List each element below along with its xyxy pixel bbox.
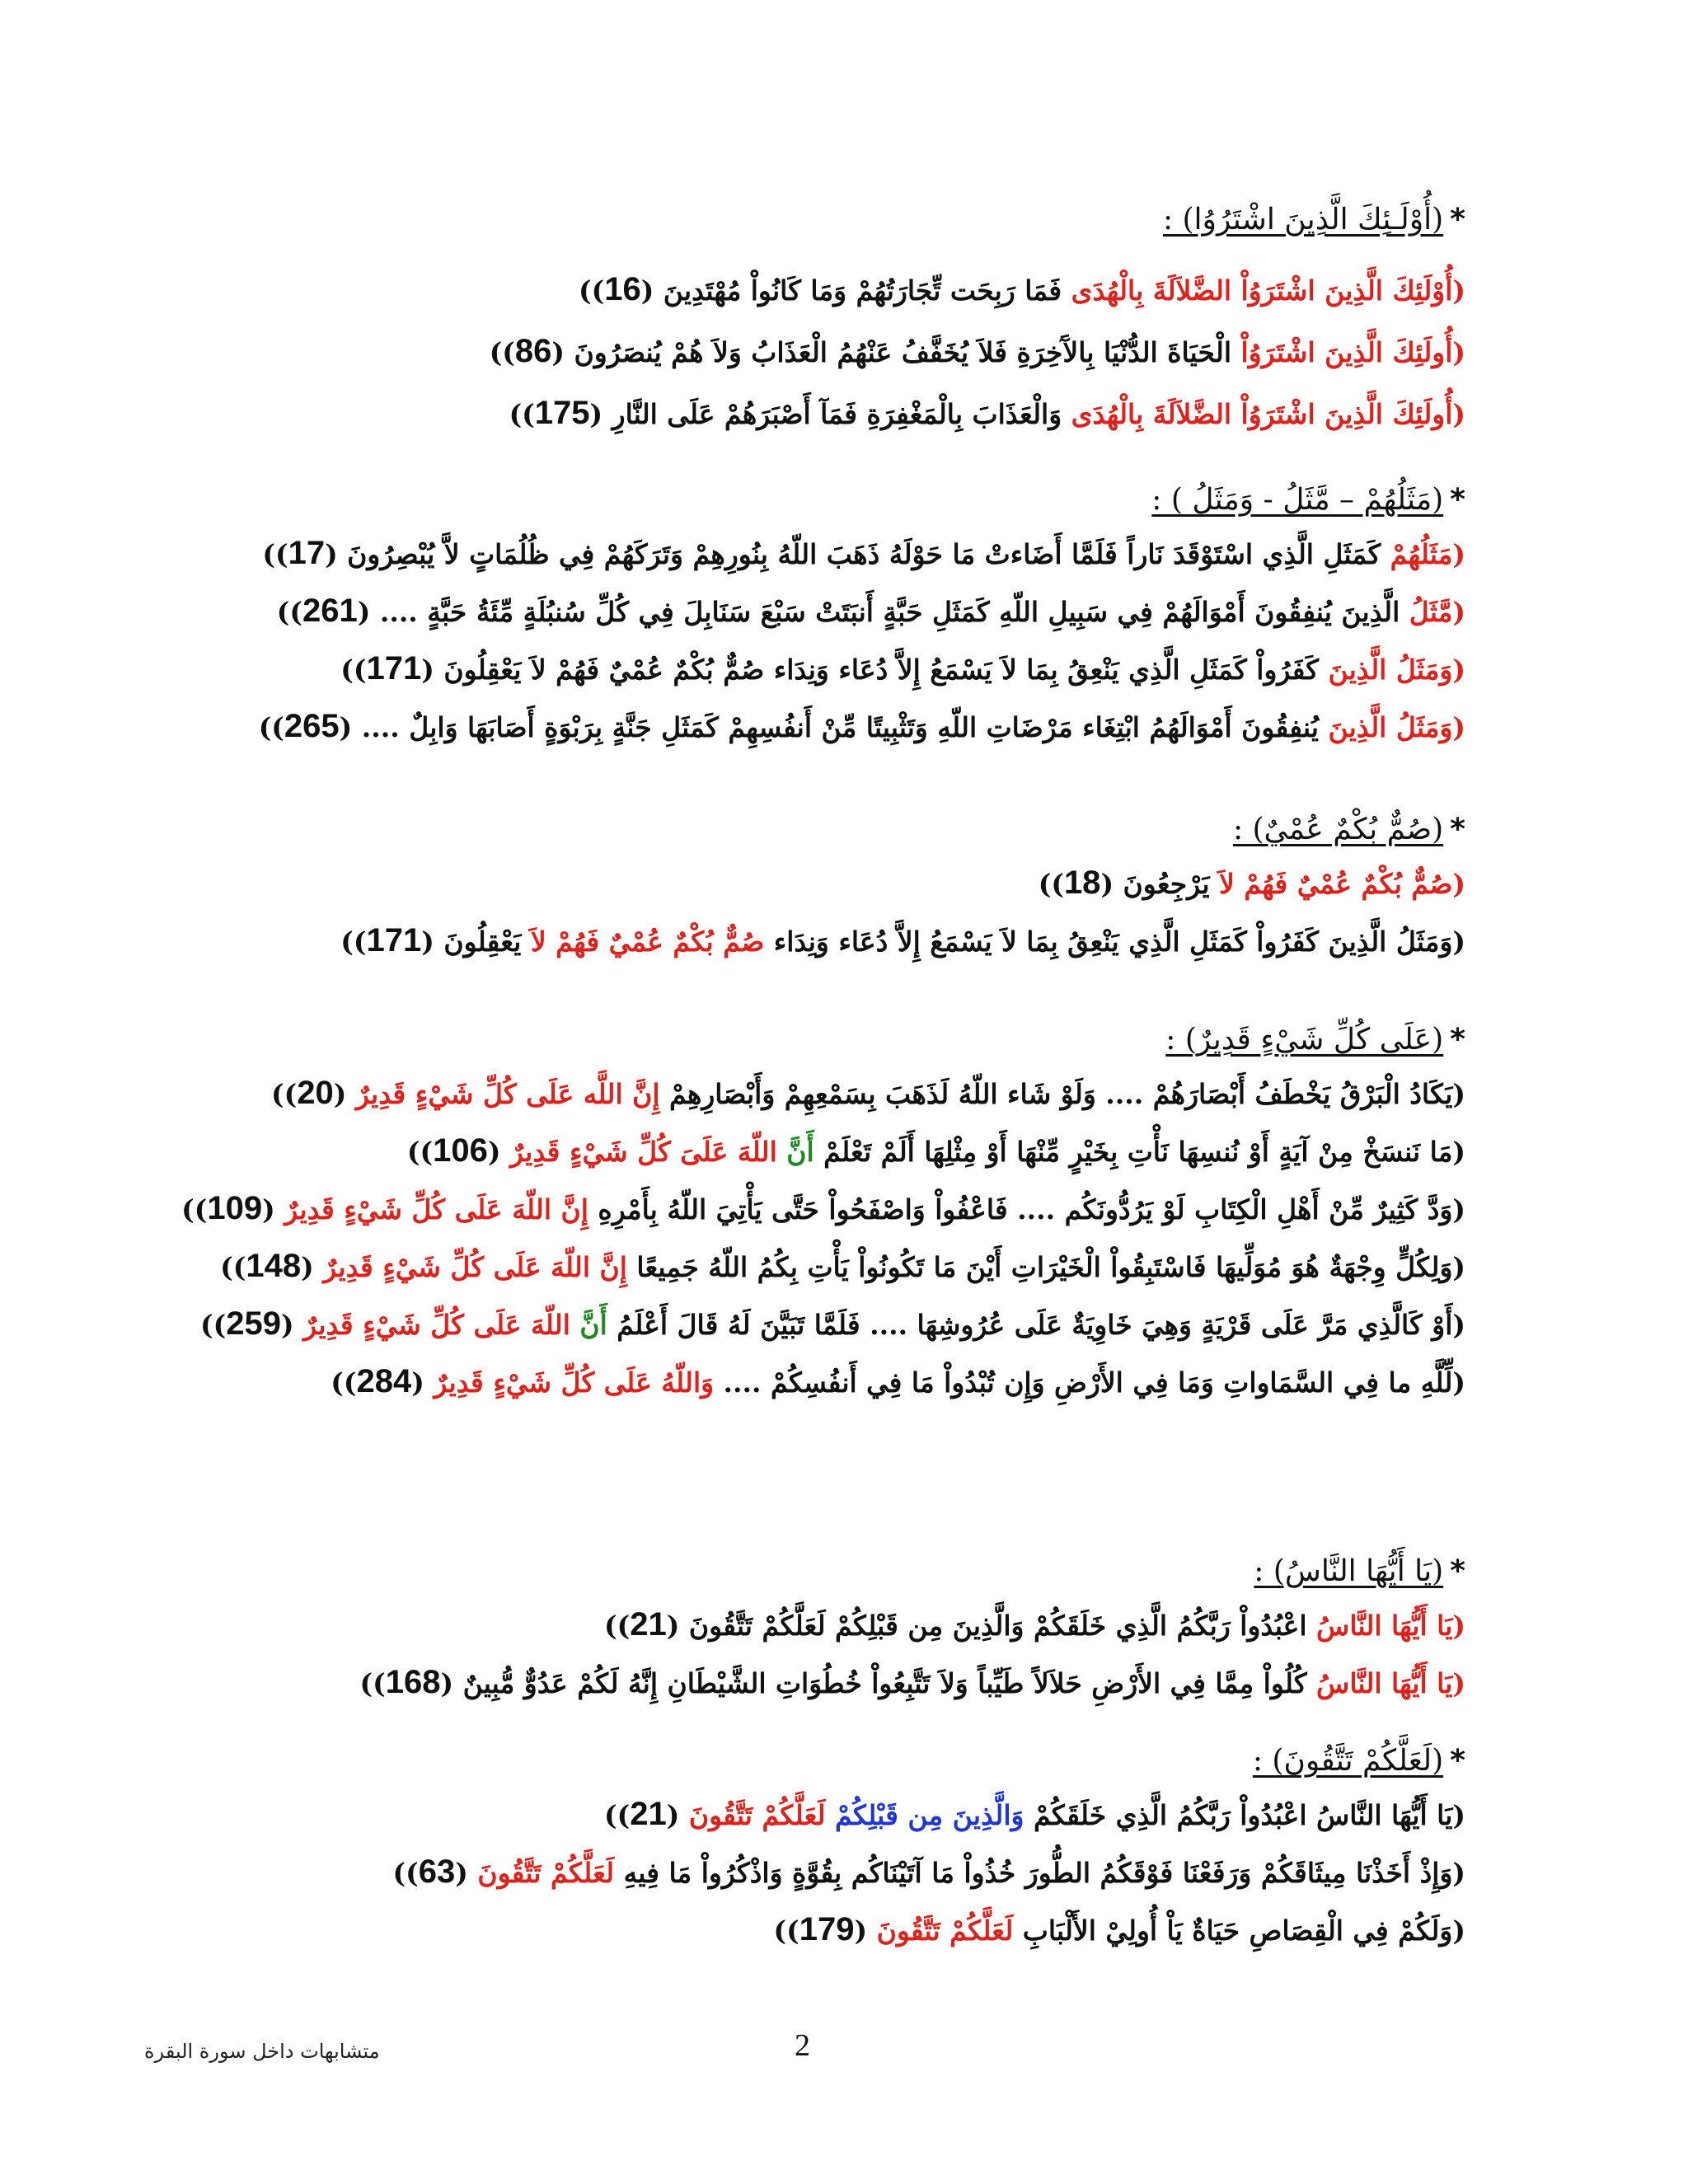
verse-close: )) bbox=[604, 1610, 631, 1642]
verse-segment: اللّهَ عَلَىَ كُلِّ شَيْءٍ قَدِيرٌ bbox=[509, 1136, 787, 1168]
verse-close: )) bbox=[509, 398, 535, 430]
verse-segment: (وَمَثَلُ الَّذِينَ bbox=[1328, 654, 1465, 686]
verse-segment: الَّذِينَ يُنفِقُونَ أَمْوَالَهُمْ فِي سَبِيلِ اللّهِ كَمَثَلِ حَبَّةٍ أَنبَتَتْ سَبْعَ سَنَابِلَ فِي كُلِّ سُنبُلَةٍ مِّئَةُ حَبَّةٍ .... ( bbox=[357, 596, 1409, 628]
verse-close: )) bbox=[392, 1857, 419, 1889]
heading-text: (عَلَى كُلِّ شَيْءٍ قَدِيرٌ) : bbox=[1165, 1023, 1444, 1057]
verse-number: 109 bbox=[207, 1190, 263, 1226]
verse-segment: كُلُواْ مِمَّا فِي الأَرْضِ حَلاَلاً طَيِّباً وَلاَ تَتَّبِعُواْ خُطُوَاتِ الشَّيْطَانِ إِنَّهُ لَكُمْ عَدُوٌّ مُّبِينٌ ( bbox=[440, 1667, 1317, 1699]
verse-line bbox=[204, 585, 1465, 641]
heading-text: (يَا أَيُّهَا النَّاسُ) : bbox=[1254, 1554, 1444, 1588]
section bbox=[204, 812, 1465, 958]
verse-segment: ( bbox=[455, 1857, 478, 1889]
verse-line bbox=[204, 1788, 1465, 1844]
verse-segment: (مَثَلُهُمْ bbox=[1390, 538, 1465, 570]
verse-close: )) bbox=[773, 1915, 799, 1947]
verse-close: )) bbox=[604, 1799, 631, 1831]
verse-segment: (يَا أَيُّهَا النَّاسُ اعْبُدُواْ رَبَّكُمُ الَّذِي خَلَقَكُمْ bbox=[1024, 1799, 1465, 1831]
verse-segment: إِنَّ اللّهَ عَلَى كُلِّ شَيْءٍ قَدِيرٌ bbox=[284, 1193, 588, 1226]
section-heading bbox=[204, 812, 1465, 855]
verse-line bbox=[204, 527, 1465, 583]
verse-line bbox=[204, 387, 1465, 443]
verse-line bbox=[204, 915, 1465, 971]
star-icon: * bbox=[1450, 813, 1465, 846]
heading-text: (لَعَلَّكُمْ تَتَّقُونَ) : bbox=[1252, 1744, 1444, 1778]
verse-segment: (وَلِكُلٍّ وِجْهَةٌ هُوَ مُوَلِّيهَا فَاسْتَبِقُواْ الْخَيْرَاتِ أَيْنَ مَا تَكُونُواْ يَأْتِ بِكُمُ اللّهُ جَمِيعًا bbox=[626, 1251, 1465, 1283]
verse-line bbox=[181, 1183, 1465, 1239]
star-icon: * bbox=[1450, 483, 1465, 517]
verse-number: 86 bbox=[514, 333, 552, 369]
verse-segment: اعْبُدُواْ رَبَّكُمُ الَّذِي خَلَقَكُمْ وَالَّذِينَ مِن قَبْلِكُمْ لَعَلَّكُمْ تَتَّقُونَ ( bbox=[666, 1610, 1317, 1642]
verse-segment: ( bbox=[854, 1915, 877, 1947]
verse-segment: (مَا نَنسَخْ مِنْ آيَةٍ أَوْ نُنسِهَا نَأْتِ بِخَيْرٍ مِّنْهَا أَوْ مِثْلِهَا أَلَمْ تَعْلَمْ bbox=[814, 1136, 1465, 1168]
verse-segment: ( bbox=[487, 1136, 510, 1168]
verse-segment: (وَمَثَلُ الَّذِينَ bbox=[1328, 711, 1465, 743]
section-heading bbox=[204, 1022, 1465, 1065]
verse-number: 284 bbox=[356, 1363, 412, 1399]
verse-segment: ( bbox=[666, 1799, 689, 1831]
verse-number: 16 bbox=[604, 271, 641, 307]
verse-segment: ( bbox=[281, 1309, 304, 1341]
verse-segment: إِنَّ اللَّه عَلَى كُلِّ شَيْءٍ قَدِيرٌ bbox=[355, 1078, 660, 1110]
page-number: 2 bbox=[795, 2028, 810, 2063]
verse-number: 18 bbox=[1063, 865, 1101, 901]
verse-number: 148 bbox=[246, 1248, 302, 1284]
verse-number: 21 bbox=[630, 1606, 667, 1643]
verse-line bbox=[204, 1904, 1465, 1960]
verse-line bbox=[204, 1599, 1465, 1655]
section bbox=[181, 1022, 1465, 1399]
verse-segment: (لِّلَّهِ ما فِي السَّمَاواتِ وَمَا فِي الأَرْضِ وَإِن تُبْدُواْ مَا فِي أَنفُسِكُمْ .... bbox=[714, 1366, 1465, 1399]
verse-segment: (أُولَئِكَ الَّذِينَ اشْتَرَوُاْ bbox=[1240, 336, 1465, 368]
verse-close: )) bbox=[220, 1251, 246, 1283]
verse-segment: يُنفِقُونَ أَمْوَالَهُمُ ابْتِغَاء مَرْضَاتِ اللّهِ وَتَثْبِيتًا مِّنْ أَنفُسِهِمْ كَمَثَلِ جَنَّةٍ بِرَبْوَةٍ أَصَابَهَا وَابِلٌ .... ( bbox=[339, 711, 1329, 743]
verse-segment: يَرْجِعُونَ ( bbox=[1100, 868, 1220, 900]
verse-segment: (أُولَئِكَ الَّذِينَ اشْتَرَوُاْ الضَّلاَلَةَ بِالْهُدَى bbox=[1071, 398, 1465, 430]
verse-line bbox=[204, 1657, 1465, 1713]
verse-line bbox=[204, 857, 1465, 913]
verse-line bbox=[204, 701, 1465, 757]
verse-line bbox=[204, 1356, 1465, 1412]
heading-text: (أُوْلَـئِكَ الَّذِينَ اشْتَرُوُا) : bbox=[1162, 203, 1444, 237]
verse-number: 175 bbox=[534, 395, 590, 431]
verse-line bbox=[204, 643, 1465, 699]
verse-number: 63 bbox=[418, 1854, 456, 1890]
verse-close: )) bbox=[200, 1309, 227, 1341]
verse-segment: (وَمَثَلُ الَّذِينَ كَفَرُواْ كَمَثَلِ الَّذِي يَنْعِقُ بِمَا لاَ يَسْمَعُ إِلاَّ دُعَاء وَنِدَاء bbox=[764, 926, 1465, 958]
verse-number: 261 bbox=[302, 593, 358, 629]
verse-segment: لَعَلَّكُمْ تَتَّقُونَ bbox=[876, 1915, 1014, 1947]
section-heading bbox=[204, 202, 1465, 245]
heading-text: (مَثَلُهُمْ – مَّثَلُ - وَمَثَلُ ) : bbox=[1151, 483, 1444, 517]
verse-segment: فَمَا رَبِحَت تِّجَارَتُهُمْ وَمَا كَانُواْ مُهْتَدِينَ ( bbox=[640, 274, 1071, 307]
verse-segment: وَالْعَذَابَ بِالْمَغْفِرَةِ فَمَآ أَصْبَرَهُمْ عَلَى النَّارِ ( bbox=[589, 398, 1071, 430]
star-icon: * bbox=[1450, 1744, 1465, 1778]
verse-line bbox=[204, 1067, 1465, 1123]
verse-segment: وَاللّهُ عَلَى كُلِّ شَيْءٍ قَدِيرٌ bbox=[434, 1366, 715, 1399]
star-icon: * bbox=[1450, 1023, 1465, 1057]
verse-close: )) bbox=[359, 1667, 386, 1699]
verse-number: 171 bbox=[366, 650, 422, 687]
verse-close: )) bbox=[181, 1193, 208, 1226]
verse-segment: (يَكَادُ الْبَرْقُ يَخْطَفُ أَبْصَارَهُمْ .... وَلَوْ شَاء اللّهُ لَذَهَبَ بِسَمْعِهِمْ وَأَبْصَارِهِمْ bbox=[659, 1078, 1465, 1110]
verse-close: )) bbox=[578, 274, 605, 307]
verse-close: )) bbox=[340, 654, 367, 686]
verse-number: 20 bbox=[297, 1075, 334, 1111]
verse-segment: ( bbox=[411, 1366, 434, 1399]
verse-close: )) bbox=[258, 711, 284, 743]
verse-number: 259 bbox=[226, 1305, 282, 1342]
verse-number: 106 bbox=[433, 1132, 488, 1169]
section-heading bbox=[204, 482, 1465, 525]
verse-number: 179 bbox=[799, 1911, 855, 1947]
heading-text: (صُمٌّ بُكْمٌ عُمْيٌ) : bbox=[1232, 813, 1444, 846]
star-icon: * bbox=[1450, 203, 1465, 237]
verse-close: )) bbox=[406, 1136, 434, 1168]
verse-segment: أَنَّ bbox=[579, 1309, 607, 1341]
verse-close: )) bbox=[271, 1078, 298, 1110]
verse-number: 17 bbox=[288, 535, 326, 571]
verse-line bbox=[204, 1240, 1465, 1296]
verse-line bbox=[204, 326, 1465, 382]
verse-close: )) bbox=[262, 538, 288, 570]
verse-segment: (وَلَكُمْ فِي الْقِصَاصِ حَيَاةٌ يَاْ أُولِيْ الأَلْبَابِ bbox=[1013, 1915, 1465, 1947]
verse-close: )) bbox=[276, 596, 302, 628]
verse-close: )) bbox=[1038, 868, 1064, 900]
verse-number: 168 bbox=[385, 1664, 441, 1700]
verse-segment: (وَدَّ كَثِيرٌ مِّنْ أَهْلِ الْكِتَابِ لَوْ يَرُدُّونَكُم .... فَاعْفُواْ وَاصْفَحُواْ حَتَّى يَأْتِيَ اللّهُ بِأَمْرِهِ bbox=[588, 1193, 1465, 1226]
verse-number: 265 bbox=[284, 708, 340, 744]
verse-line bbox=[204, 264, 1465, 320]
verse-segment: (يَا أَيُّهَا النَّاسُ bbox=[1316, 1610, 1465, 1642]
verse-segment: وَالَّذِينَ مِن قَبْلِكُمْ bbox=[835, 1799, 1025, 1831]
verse-segment: صُمٌّ بُكْمٌ عُمْيٌ فَهُمْ لاَ bbox=[530, 926, 765, 958]
verse-segment: كَفَرُواْ كَمَثَلِ الَّذِي يَنْعِقُ بِمَا لاَ يَسْمَعُ إِلاَّ دُعَاء وَنِدَاء صُمٌّ بُكْمٌ عُمْيٌ فَهُمْ لاَ يَعْقِلُونَ ( bbox=[421, 654, 1329, 686]
verse-line bbox=[204, 1846, 1465, 1902]
section bbox=[204, 482, 1465, 744]
verse-segment: ( bbox=[301, 1251, 324, 1283]
verse-segment: (أُوْلَئِكَ الَّذِينَ اشْتَرَوُاْ الضَّلاَلَةَ بِالْهُدَى bbox=[1071, 274, 1465, 307]
verse-segment: (يَا أَيُّهَا النَّاسُ bbox=[1316, 1667, 1465, 1699]
verse-segment: (مَّثَلُ bbox=[1409, 596, 1465, 628]
verse-close: )) bbox=[331, 1366, 357, 1399]
verse-segment: (أَوْ كَالَّذِي مَرَّ عَلَى قَرْيَةٍ وَهِيَ خَاوِيَةٌ عَلَى عُرُوشِهَا .... فَلَمَّا تَبَيَّنَ لَهُ قَالَ أَعْلَمُ bbox=[607, 1309, 1465, 1341]
verse-segment: أَنَّ bbox=[786, 1136, 814, 1168]
verse-close: )) bbox=[489, 336, 515, 368]
footer-title: متشابهات داخل سورة البقرة bbox=[144, 2040, 380, 2063]
section bbox=[204, 1554, 1465, 1700]
verse-segment: إِنَّ اللّهَ عَلَى كُلِّ شَيْءٍ قَدِيرٌ bbox=[323, 1251, 627, 1283]
section bbox=[204, 202, 1465, 431]
verse-segment: (وَإِذْ أَخَذْنَا مِيثَاقَكُمْ وَرَفَعْنَا فَوْقَكُمُ الطُّورَ خُذُواْ مَا آتَيْنَاكُم بِقُوَّةٍ وَاذْكُرُواْ مَا فِيهِ bbox=[614, 1857, 1465, 1889]
verse-segment: لَعَلَّكُمْ تَتَّقُونَ bbox=[688, 1799, 836, 1831]
verse-segment: ( bbox=[262, 1193, 285, 1226]
verse-number: 21 bbox=[630, 1796, 667, 1832]
verse-segment: اللّهَ عَلَى كُلِّ شَيْءٍ قَدِيرٌ bbox=[303, 1309, 580, 1341]
verse-segment: يَعْقِلُونَ ( bbox=[421, 926, 531, 958]
verse-close: )) bbox=[340, 926, 367, 958]
section bbox=[204, 1743, 1465, 1947]
verse-line bbox=[204, 1125, 1465, 1181]
verse-segment: لَعَلَّكُمْ تَتَّقُونَ bbox=[477, 1857, 615, 1889]
verse-number: 171 bbox=[366, 922, 422, 958]
section-heading bbox=[204, 1554, 1465, 1596]
section-heading bbox=[204, 1743, 1465, 1786]
star-icon: * bbox=[1450, 1554, 1465, 1588]
verse-line bbox=[200, 1298, 1465, 1354]
verse-segment: (صُمٌّ بُكْمٌ عُمْيٌ فَهُمْ لاَ bbox=[1219, 868, 1465, 900]
verse-segment: كَمَثَلِ الَّذِي اسْتَوْقَدَ نَاراً فَلَمَّا أَضَاءتْ مَا حَوْلَهُ ذَهَبَ اللّهُ بِنُورِهِمْ وَتَرَكَهُمْ فِي ظُلُمَاتٍ لاَّ يُبْصِرُونَ ( bbox=[325, 538, 1390, 570]
verse-segment: ( bbox=[333, 1078, 356, 1110]
verse-segment: الْحَيَاةَ الدُّنْيَا بِالآَخِرَةِ فَلاَ يُخَفَّفُ عَنْهُمُ الْعَذَابُ وَلاَ هُمْ يُنصَرُونَ ( bbox=[551, 336, 1241, 368]
